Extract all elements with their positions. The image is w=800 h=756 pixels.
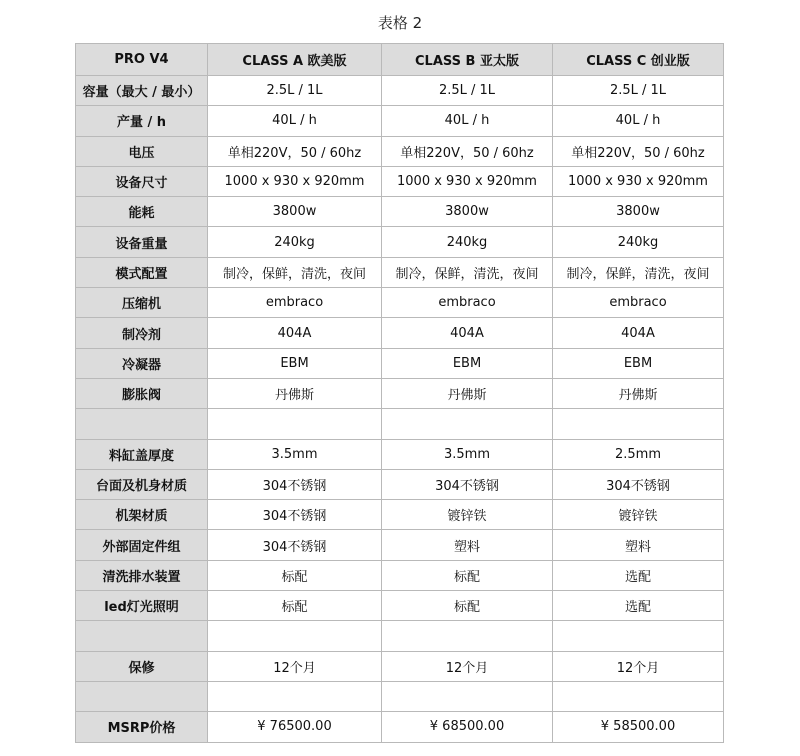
- class-a-cell: 304不锈钢: [208, 469, 382, 499]
- class-a-cell: [208, 621, 382, 651]
- row-label: 电压: [76, 136, 208, 166]
- class-a-cell: [208, 681, 382, 711]
- class-b-cell: 1000 x 930 x 920mm: [382, 166, 553, 196]
- class-b-cell: 丹佛斯: [382, 378, 553, 408]
- header-class-b: CLASS B 亚太版: [382, 44, 553, 76]
- row-label: 压缩机: [76, 288, 208, 318]
- class-c-cell: 1000 x 930 x 920mm: [553, 166, 724, 196]
- class-a-cell: [208, 409, 382, 439]
- class-c-cell: EBM: [553, 348, 724, 378]
- class-a-cell: 304不锈钢: [208, 530, 382, 560]
- class-b-cell: 3.5mm: [382, 439, 553, 469]
- class-c-cell: 丹佛斯: [553, 378, 724, 408]
- class-c-cell: 240kg: [553, 227, 724, 257]
- class-b-cell: embraco: [382, 288, 553, 318]
- row-label: 冷凝器: [76, 348, 208, 378]
- table-row: [76, 712, 724, 742]
- table-row: [76, 136, 724, 166]
- class-b-cell: 2.5L / 1L: [382, 76, 553, 106]
- table-row: [76, 348, 724, 378]
- row-label: [76, 621, 208, 651]
- class-c-cell: 2.5L / 1L: [553, 76, 724, 106]
- row-label: 机架材质: [76, 500, 208, 530]
- class-a-cell: 丹佛斯: [208, 378, 382, 408]
- table-row: [76, 257, 724, 287]
- table-row: [76, 500, 724, 530]
- class-c-cell: [553, 409, 724, 439]
- table-row: [76, 166, 724, 196]
- row-label: 膨胀阀: [76, 378, 208, 408]
- table-row: [76, 530, 724, 560]
- class-c-cell: 制冷，保鲜，清洗，夜间: [553, 257, 724, 287]
- row-label: 设备尺寸: [76, 166, 208, 196]
- class-b-cell: [382, 621, 553, 651]
- class-c-cell: 镀锌铁: [553, 500, 724, 530]
- class-a-cell: 制冷，保鲜，清洗，夜间: [208, 257, 382, 287]
- class-a-cell: 1000 x 930 x 920mm: [208, 166, 382, 196]
- class-b-cell: 240kg: [382, 227, 553, 257]
- class-b-cell: [382, 681, 553, 711]
- class-a-cell: 单相220V，50 / 60hz: [208, 136, 382, 166]
- table-body: [76, 76, 724, 743]
- row-label: 保修: [76, 651, 208, 681]
- table-row: [76, 469, 724, 499]
- class-c-cell: 12个月: [553, 651, 724, 681]
- class-c-cell: [553, 621, 724, 651]
- class-a-cell: EBM: [208, 348, 382, 378]
- class-c-cell: ¥ 58500.00: [553, 712, 724, 742]
- class-c-cell: 404A: [553, 318, 724, 348]
- class-b-cell: 3800w: [382, 197, 553, 227]
- class-c-cell: 塑料: [553, 530, 724, 560]
- row-label: 产量 / h: [76, 106, 208, 136]
- row-label: 清洗排水装置: [76, 560, 208, 590]
- class-c-cell: 选配: [553, 560, 724, 590]
- class-c-cell: 单相220V，50 / 60hz: [553, 136, 724, 166]
- row-label: 设备重量: [76, 227, 208, 257]
- row-label: 能耗: [76, 197, 208, 227]
- header-class-c: CLASS C 创业版: [553, 44, 724, 76]
- spec-table: [75, 43, 724, 743]
- class-a-cell: 3800w: [208, 197, 382, 227]
- table-row: [76, 76, 724, 106]
- table-row: [76, 560, 724, 590]
- class-b-cell: 镀锌铁: [382, 500, 553, 530]
- row-label: 外部固定件组: [76, 530, 208, 560]
- class-c-cell: [553, 681, 724, 711]
- class-b-cell: 12个月: [382, 651, 553, 681]
- class-a-cell: 304不锈钢: [208, 500, 382, 530]
- row-label: 容量（最大 / 最小）: [76, 76, 208, 106]
- class-b-cell: [382, 409, 553, 439]
- header-row: [76, 44, 724, 76]
- class-b-cell: 塑料: [382, 530, 553, 560]
- class-b-cell: 标配: [382, 560, 553, 590]
- class-a-cell: embraco: [208, 288, 382, 318]
- class-b-cell: EBM: [382, 348, 553, 378]
- header-class-a: CLASS A 欧美版: [208, 44, 382, 76]
- table-row: [76, 681, 724, 711]
- class-a-cell: 404A: [208, 318, 382, 348]
- header-model: PRO V4: [76, 44, 208, 76]
- class-b-cell: 单相220V，50 / 60hz: [382, 136, 553, 166]
- table-row: [76, 318, 724, 348]
- table-row: [76, 439, 724, 469]
- class-c-cell: 选配: [553, 591, 724, 621]
- row-label: 模式配置: [76, 257, 208, 287]
- class-a-cell: 12个月: [208, 651, 382, 681]
- class-c-cell: 40L / h: [553, 106, 724, 136]
- class-b-cell: 标配: [382, 591, 553, 621]
- class-a-cell: 240kg: [208, 227, 382, 257]
- class-b-cell: 40L / h: [382, 106, 553, 136]
- class-a-cell: 3.5mm: [208, 439, 382, 469]
- class-b-cell: 404A: [382, 318, 553, 348]
- class-a-cell: 2.5L / 1L: [208, 76, 382, 106]
- row-label: MSRP价格: [76, 712, 208, 742]
- class-a-cell: 标配: [208, 591, 382, 621]
- table-row: [76, 651, 724, 681]
- row-label: 台面及机身材质: [76, 469, 208, 499]
- class-c-cell: 3800w: [553, 197, 724, 227]
- row-label: led灯光照明: [76, 591, 208, 621]
- row-label: 料缸盖厚度: [76, 439, 208, 469]
- table-caption: 表格 2: [377, 14, 423, 32]
- class-a-cell: 标配: [208, 560, 382, 590]
- table-row: [76, 621, 724, 651]
- table-row: [76, 197, 724, 227]
- class-a-cell: ¥ 76500.00: [208, 712, 382, 742]
- row-label: [76, 681, 208, 711]
- table-row: [76, 288, 724, 318]
- table-row: [76, 591, 724, 621]
- table-row: [76, 106, 724, 136]
- class-c-cell: 2.5mm: [553, 439, 724, 469]
- class-b-cell: 制冷，保鲜，清洗，夜间: [382, 257, 553, 287]
- class-b-cell: ¥ 68500.00: [382, 712, 553, 742]
- row-label: 制冷剂: [76, 318, 208, 348]
- row-label: [76, 409, 208, 439]
- table-row: [76, 227, 724, 257]
- class-c-cell: embraco: [553, 288, 724, 318]
- class-a-cell: 40L / h: [208, 106, 382, 136]
- table-row: [76, 409, 724, 439]
- class-b-cell: 304不锈钢: [382, 469, 553, 499]
- class-c-cell: 304不锈钢: [553, 469, 724, 499]
- table-row: [76, 378, 724, 408]
